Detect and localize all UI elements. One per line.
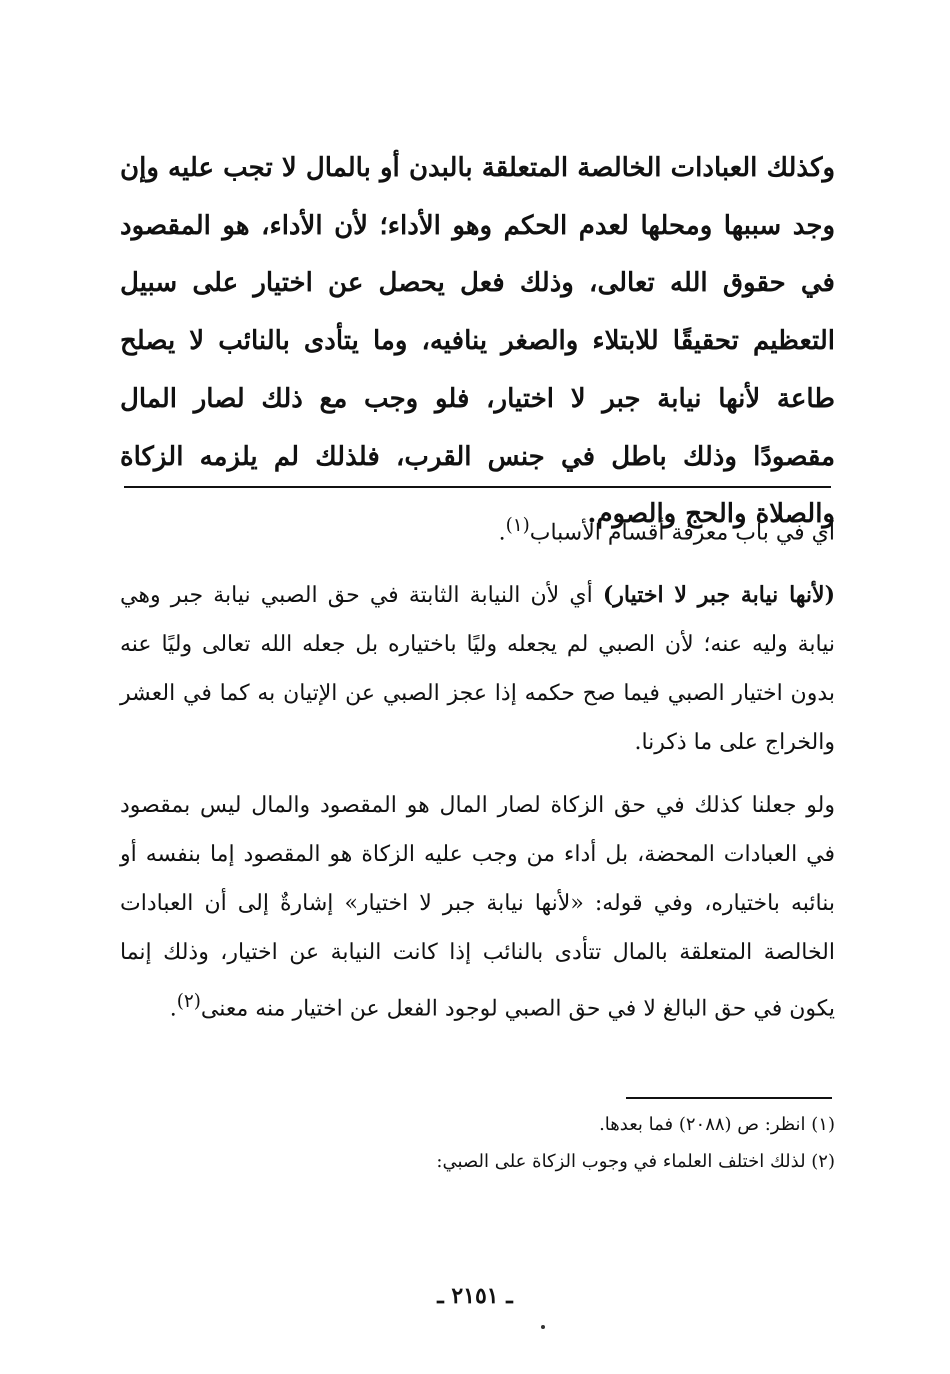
footnote-2: (٢) لذلك اختلف العلماء في وجوب الزكاة على الصبي:: [436, 1151, 835, 1172]
footnotes-block: [300, 1106, 835, 1180]
commentary-paragraph-1: [120, 501, 835, 557]
period: .: [498, 520, 506, 546]
scan-speck: [541, 1325, 545, 1329]
main-paragraph: وكذلك العبادات الخالصة المتعلقة بالبدن أو بالمال لا تجب عليه وإن وجد سببها ومحلها لعدم الحكم وهو الأداء؛ لأن الأداء، هو المقصود في حقوق الله تعالى، وذلك فعل يحصل عن اختيار على سبيل التعظيم تحقيقًا للابتلاء والصغر ينافيه، وما يتأدى بالنائب لا يصلح طاعة لأنها نيابة جبر لا اختيار، فلو وجب مع ذلك لصار المال مقصودًا وذلك باطل في جنس القرب، فلذلك لم يلزمه الزكاة والصلاة والحج والصوم.: [120, 153, 835, 530]
footnote-ref-2: (٢): [176, 991, 201, 1013]
section-divider: [124, 486, 831, 488]
footnote-ref-1: (١): [505, 515, 530, 536]
page-number: ـ ٢١٥١ ـ: [437, 1283, 513, 1309]
commentary-text: ولو جعلنا كذلك في حق الزكاة لصار المال هو المقصود والمال ليس بمقصود في العبادات المحضة، بل أداء من وجب عليه الزكاة هو المقصود إما بنفسه أو بنائبه باختياره، وفي قوله: «لأنها نيابة جبر لا اختيار» إشارةٌ إلى أن العبادات الخالصة المتعلقة بالمال تتأدى بالنائب إذا كانت النيابة عن اختيار، وذلك إنما يكون في حق البالغ لا في حق الصبي لوجود الفعل عن اختيار منه معنى: [120, 793, 835, 1022]
commentary-paragraph-3: [120, 781, 835, 1033]
main-text-block: [120, 140, 835, 544]
commentary-text: أي لأن النيابة الثابتة في حق الصبي نيابة جبر وهي نيابة وليه عنه؛ لأن الصبي لم يجعله وليًا باختياره بل جعله الله تعالى وليًا عنه بدون اختيار الصبي فيما صح حكمه إذا عجز الصبي عن الإتيان به كما في العشر والخراج على ما ذكرنا.: [120, 583, 835, 756]
commentary-paragraph-2: [120, 571, 835, 767]
footnote-1: (١) انظر: ص (٢٠٨٨) فما بعدها.: [599, 1114, 835, 1135]
quoted-lemma: (لأنها نيابة جبر لا اختيار): [602, 582, 835, 609]
period: .: [169, 996, 177, 1022]
footnote-divider: [626, 1097, 832, 1099]
commentary-text: أي في باب معرفة أقسام الأسباب: [529, 520, 835, 546]
commentary-block: [120, 501, 835, 1034]
